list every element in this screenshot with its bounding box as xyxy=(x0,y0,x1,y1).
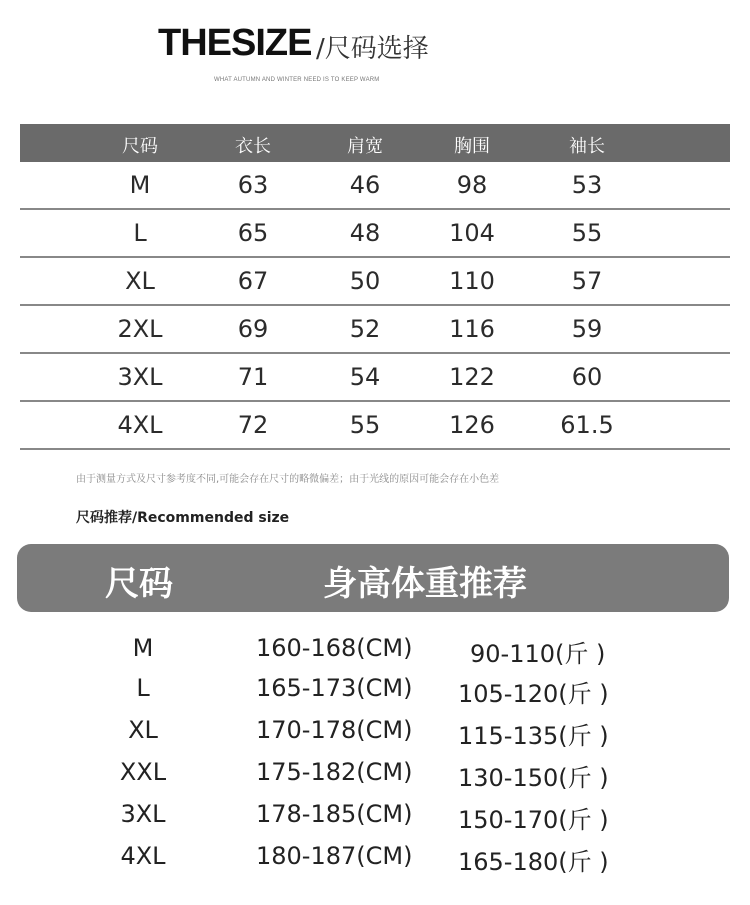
recommended-size-label: 尺码推荐/Recommended size xyxy=(76,510,290,526)
cell-chest: 116 xyxy=(449,315,495,343)
cell-length: 65 xyxy=(237,219,269,247)
cell-shoulder: 48 xyxy=(349,219,381,247)
measurement-note: 由于测量方式及尺寸参考度不同,可能会存在尺寸的略微偏差；由于光线的原因可能会存在小色差 xyxy=(76,474,500,485)
rec-weight: 165-180(斤 ) xyxy=(458,848,609,876)
cell-length: 69 xyxy=(237,315,269,343)
cell-chest: 104 xyxy=(449,219,495,247)
cell-shoulder: 52 xyxy=(349,315,381,343)
cell-size: 2XL xyxy=(117,315,163,343)
rec-weight: 130-150(斤 ) xyxy=(458,764,609,792)
rec-size: L xyxy=(136,674,150,702)
table-row xyxy=(20,306,730,354)
rec-height: 170-178(CM) xyxy=(256,716,413,744)
cell-size: 4XL xyxy=(117,411,163,439)
cell-sleeve: 60 xyxy=(571,363,603,391)
header-cell-sleeve: 袖长 xyxy=(569,136,605,157)
header-cell-chest: 胸围 xyxy=(454,136,490,157)
table-row xyxy=(20,402,730,450)
cell-sleeve: 57 xyxy=(571,267,603,295)
rec-weight: 150-170(斤 ) xyxy=(458,806,609,834)
cell-shoulder: 50 xyxy=(349,267,381,295)
rec-height: 160-168(CM) xyxy=(256,634,413,662)
rec-height: 165-173(CM) xyxy=(256,674,413,702)
cell-size: XL xyxy=(125,267,155,295)
table-row xyxy=(20,210,730,258)
cell-shoulder: 46 xyxy=(349,171,381,199)
cell-chest: 122 xyxy=(449,363,495,391)
cell-sleeve: 59 xyxy=(571,315,603,343)
rec-height: 178-185(CM) xyxy=(256,800,413,828)
recommendation-row xyxy=(0,716,750,756)
cell-length: 63 xyxy=(237,171,269,199)
recommendation-row xyxy=(0,842,750,882)
banner-recommend-label: 身高体重推荐 xyxy=(323,564,527,604)
cell-size: 3XL xyxy=(117,363,163,391)
cell-chest: 98 xyxy=(456,171,488,199)
header-cell-shoulder: 肩宽 xyxy=(347,136,383,157)
size-table-header xyxy=(20,124,730,162)
rec-weight: 105-120(斤 ) xyxy=(458,680,609,708)
rec-size: XL xyxy=(128,716,158,744)
tagline: WHAT AUTUMN AND WINTER NEED IS TO KEEP WARM xyxy=(214,77,380,83)
cell-chest: 110 xyxy=(449,267,495,295)
page-header xyxy=(0,0,750,100)
rec-size: 4XL xyxy=(120,842,166,870)
cell-sleeve: 55 xyxy=(571,219,603,247)
header-cell-length: 衣长 xyxy=(235,136,271,157)
rec-size: 3XL xyxy=(120,800,166,828)
brand-title: THESIZE xyxy=(158,22,312,64)
cell-length: 67 xyxy=(237,267,269,295)
recommendation-row xyxy=(0,674,750,714)
cell-shoulder: 54 xyxy=(349,363,381,391)
recommendation-row xyxy=(0,758,750,798)
recommendation-banner xyxy=(17,544,729,612)
banner-size-label: 尺码 xyxy=(105,564,173,604)
cell-sleeve: 61.5 xyxy=(560,411,614,439)
cell-sleeve: 53 xyxy=(571,171,603,199)
cell-size: M xyxy=(129,171,151,199)
brand-subtitle: /尺码选择 xyxy=(316,34,429,64)
recommendation-row xyxy=(0,800,750,840)
rec-height: 175-182(CM) xyxy=(256,758,413,786)
cell-chest: 126 xyxy=(449,411,495,439)
rec-height: 180-187(CM) xyxy=(256,842,413,870)
size-table xyxy=(20,124,730,450)
cell-length: 72 xyxy=(237,411,269,439)
table-row xyxy=(20,258,730,306)
rec-weight: 115-135(斤 ) xyxy=(458,722,609,750)
header-cell-size: 尺码 xyxy=(122,136,158,157)
rec-size: XXL xyxy=(119,758,167,786)
table-row xyxy=(20,354,730,402)
cell-shoulder: 55 xyxy=(349,411,381,439)
recommendation-row xyxy=(0,634,750,674)
cell-length: 71 xyxy=(237,363,269,391)
rec-size: M xyxy=(132,634,154,662)
rec-weight: 90-110(斤 ) xyxy=(470,640,606,668)
cell-size: L xyxy=(133,219,147,247)
table-row xyxy=(20,162,730,210)
